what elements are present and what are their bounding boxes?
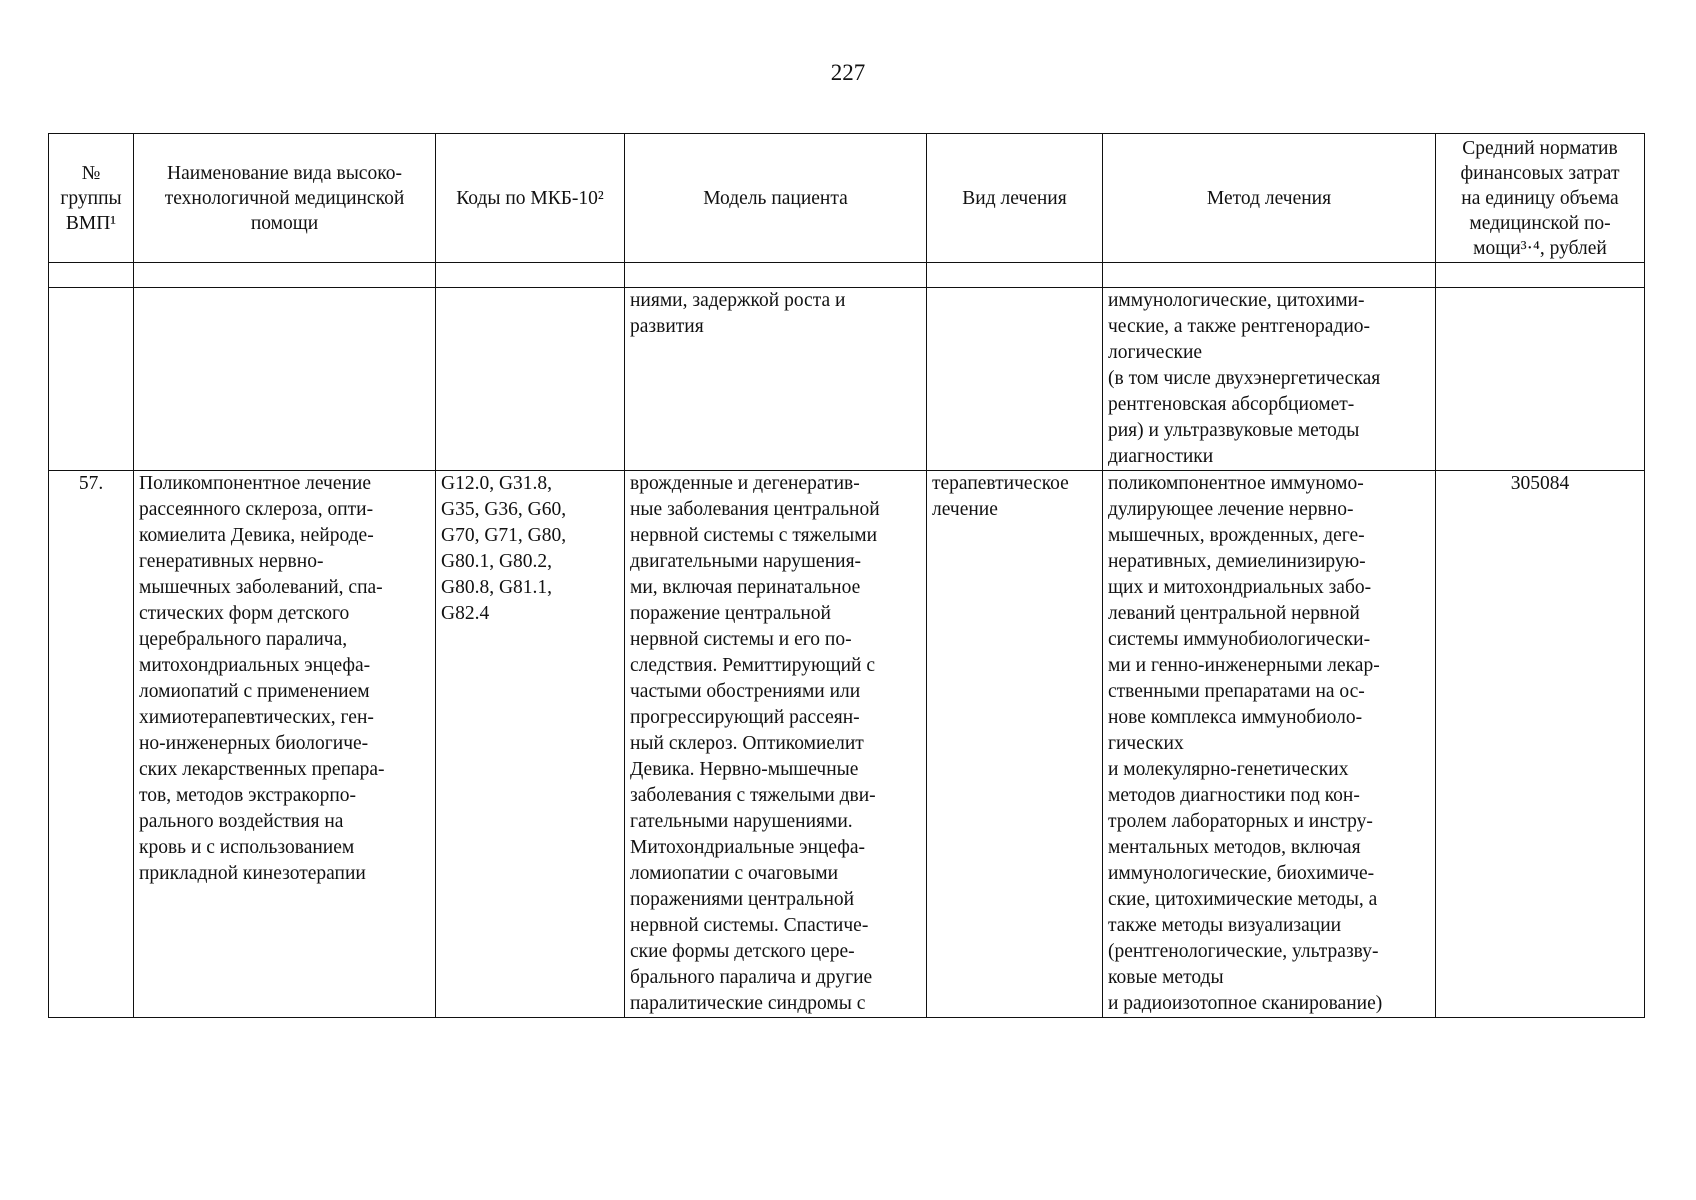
spacer-row (49, 263, 1645, 288)
header-icd-codes: Коды по МКБ-10² (436, 134, 625, 263)
spacer-cell (436, 263, 625, 288)
continued-group-no-cell (49, 288, 134, 471)
header-patient-model: Модель пациента (625, 134, 927, 263)
treatment-type-cell: терапевтическое лечение (927, 471, 1103, 1018)
continued-row (49, 288, 1645, 471)
header-row (49, 134, 1645, 263)
continued-cost-cell (1436, 288, 1645, 471)
header-treatment-type: Вид лечения (927, 134, 1103, 263)
group-no-cell: 57. (49, 471, 134, 1018)
table-row-57 (49, 471, 1645, 1018)
spacer-cell (927, 263, 1103, 288)
spacer-cell (134, 263, 436, 288)
continued-treatment-method-cell: иммунологические, цитохими- ческие, а также рентгенорадио- логические (в том числе двухэнергетическая рентгеновская абсорбциомет- рия) и ультразвуковые методы диагностики (1103, 288, 1436, 471)
vmp-table (48, 133, 1645, 1018)
page-number: 227 (830, 60, 866, 85)
spacer-cell (625, 263, 927, 288)
spacer-cell (1436, 263, 1645, 288)
patient-model-cell: врожденные и дегенератив- ные заболевания центральной нервной системы с тяжелыми двигательными нарушения- ми, включая перинатальное поражение центральной нервной системы и его по- следствия. Ремиттирующий с частыми обострениями или прогрессирующий рассеян- ный склероз. Оптикомиелит Девика. Нервно-мышечные заболевания с тяжелыми дви- гательными нарушениями. Митохондриальные энцефа- ломиопатии с очаговыми поражениями центральной нервной системы. Спастиче- ские формы детского цере- брального паралича и другие паралитические синдромы с (625, 471, 927, 1018)
continued-name-cell (134, 288, 436, 471)
continued-treatment-type-cell (927, 288, 1103, 471)
continued-patient-model-cell: ниями, задержкой роста и развития (625, 288, 927, 471)
header-care-type-name: Наименование вида высоко- технологичной медицинской помощи (134, 134, 436, 263)
header-treatment-method: Метод лечения (1103, 134, 1436, 263)
spacer-cell (1103, 263, 1436, 288)
average-cost-cell: 305084 (1436, 471, 1645, 1018)
spacer-cell (49, 263, 134, 288)
care-type-name-cell: Поликомпонентное лечение рассеянного склероза, опти- комиелита Девика, нейроде- генеративных нервно- мышечных заболеваний, спа- стических форм детского церебрального паралича, митохондриальных энцефа- ломиопатий с применением химиотерапевтических, ген- но-инженерных биологиче- ских лекарственных препара- тов, методов экстракорпо- рального воздействия на кровь и с использованием прикладной кинезотерапии (134, 471, 436, 1018)
treatment-method-cell: поликомпонентное иммуномо- дулирующее лечение нервно- мышечных, врожденных, деге- неративных, демиелинизирую- щих и митохондриальных забо- леваний центральной нервной системы иммунобиологически- ми и генно-инженерными лекар- ственными препаратами на ос- нове комплекса иммунобиоло- гических и молекулярно-генетических методов диагностики под кон- тролем лабораторных и инстру- ментальных методов, включая иммунологические, биохимиче- ские, цитохимические методы, а также методы визуализации (рентгенологические, ультразву- ковые методы и радиоизотопное сканирование) (1103, 471, 1436, 1018)
continued-codes-cell (436, 288, 625, 471)
icd-codes-cell: G12.0, G31.8, G35, G36, G60, G70, G71, G80, G80.1, G80.2, G80.8, G81.1, G82.4 (436, 471, 625, 1018)
header-group-no: № группы ВМП¹ (49, 134, 134, 263)
header-average-cost: Средний норматив финансовых затрат на единицу объема медицинской по- мощи³·⁴, рублей (1436, 134, 1645, 263)
